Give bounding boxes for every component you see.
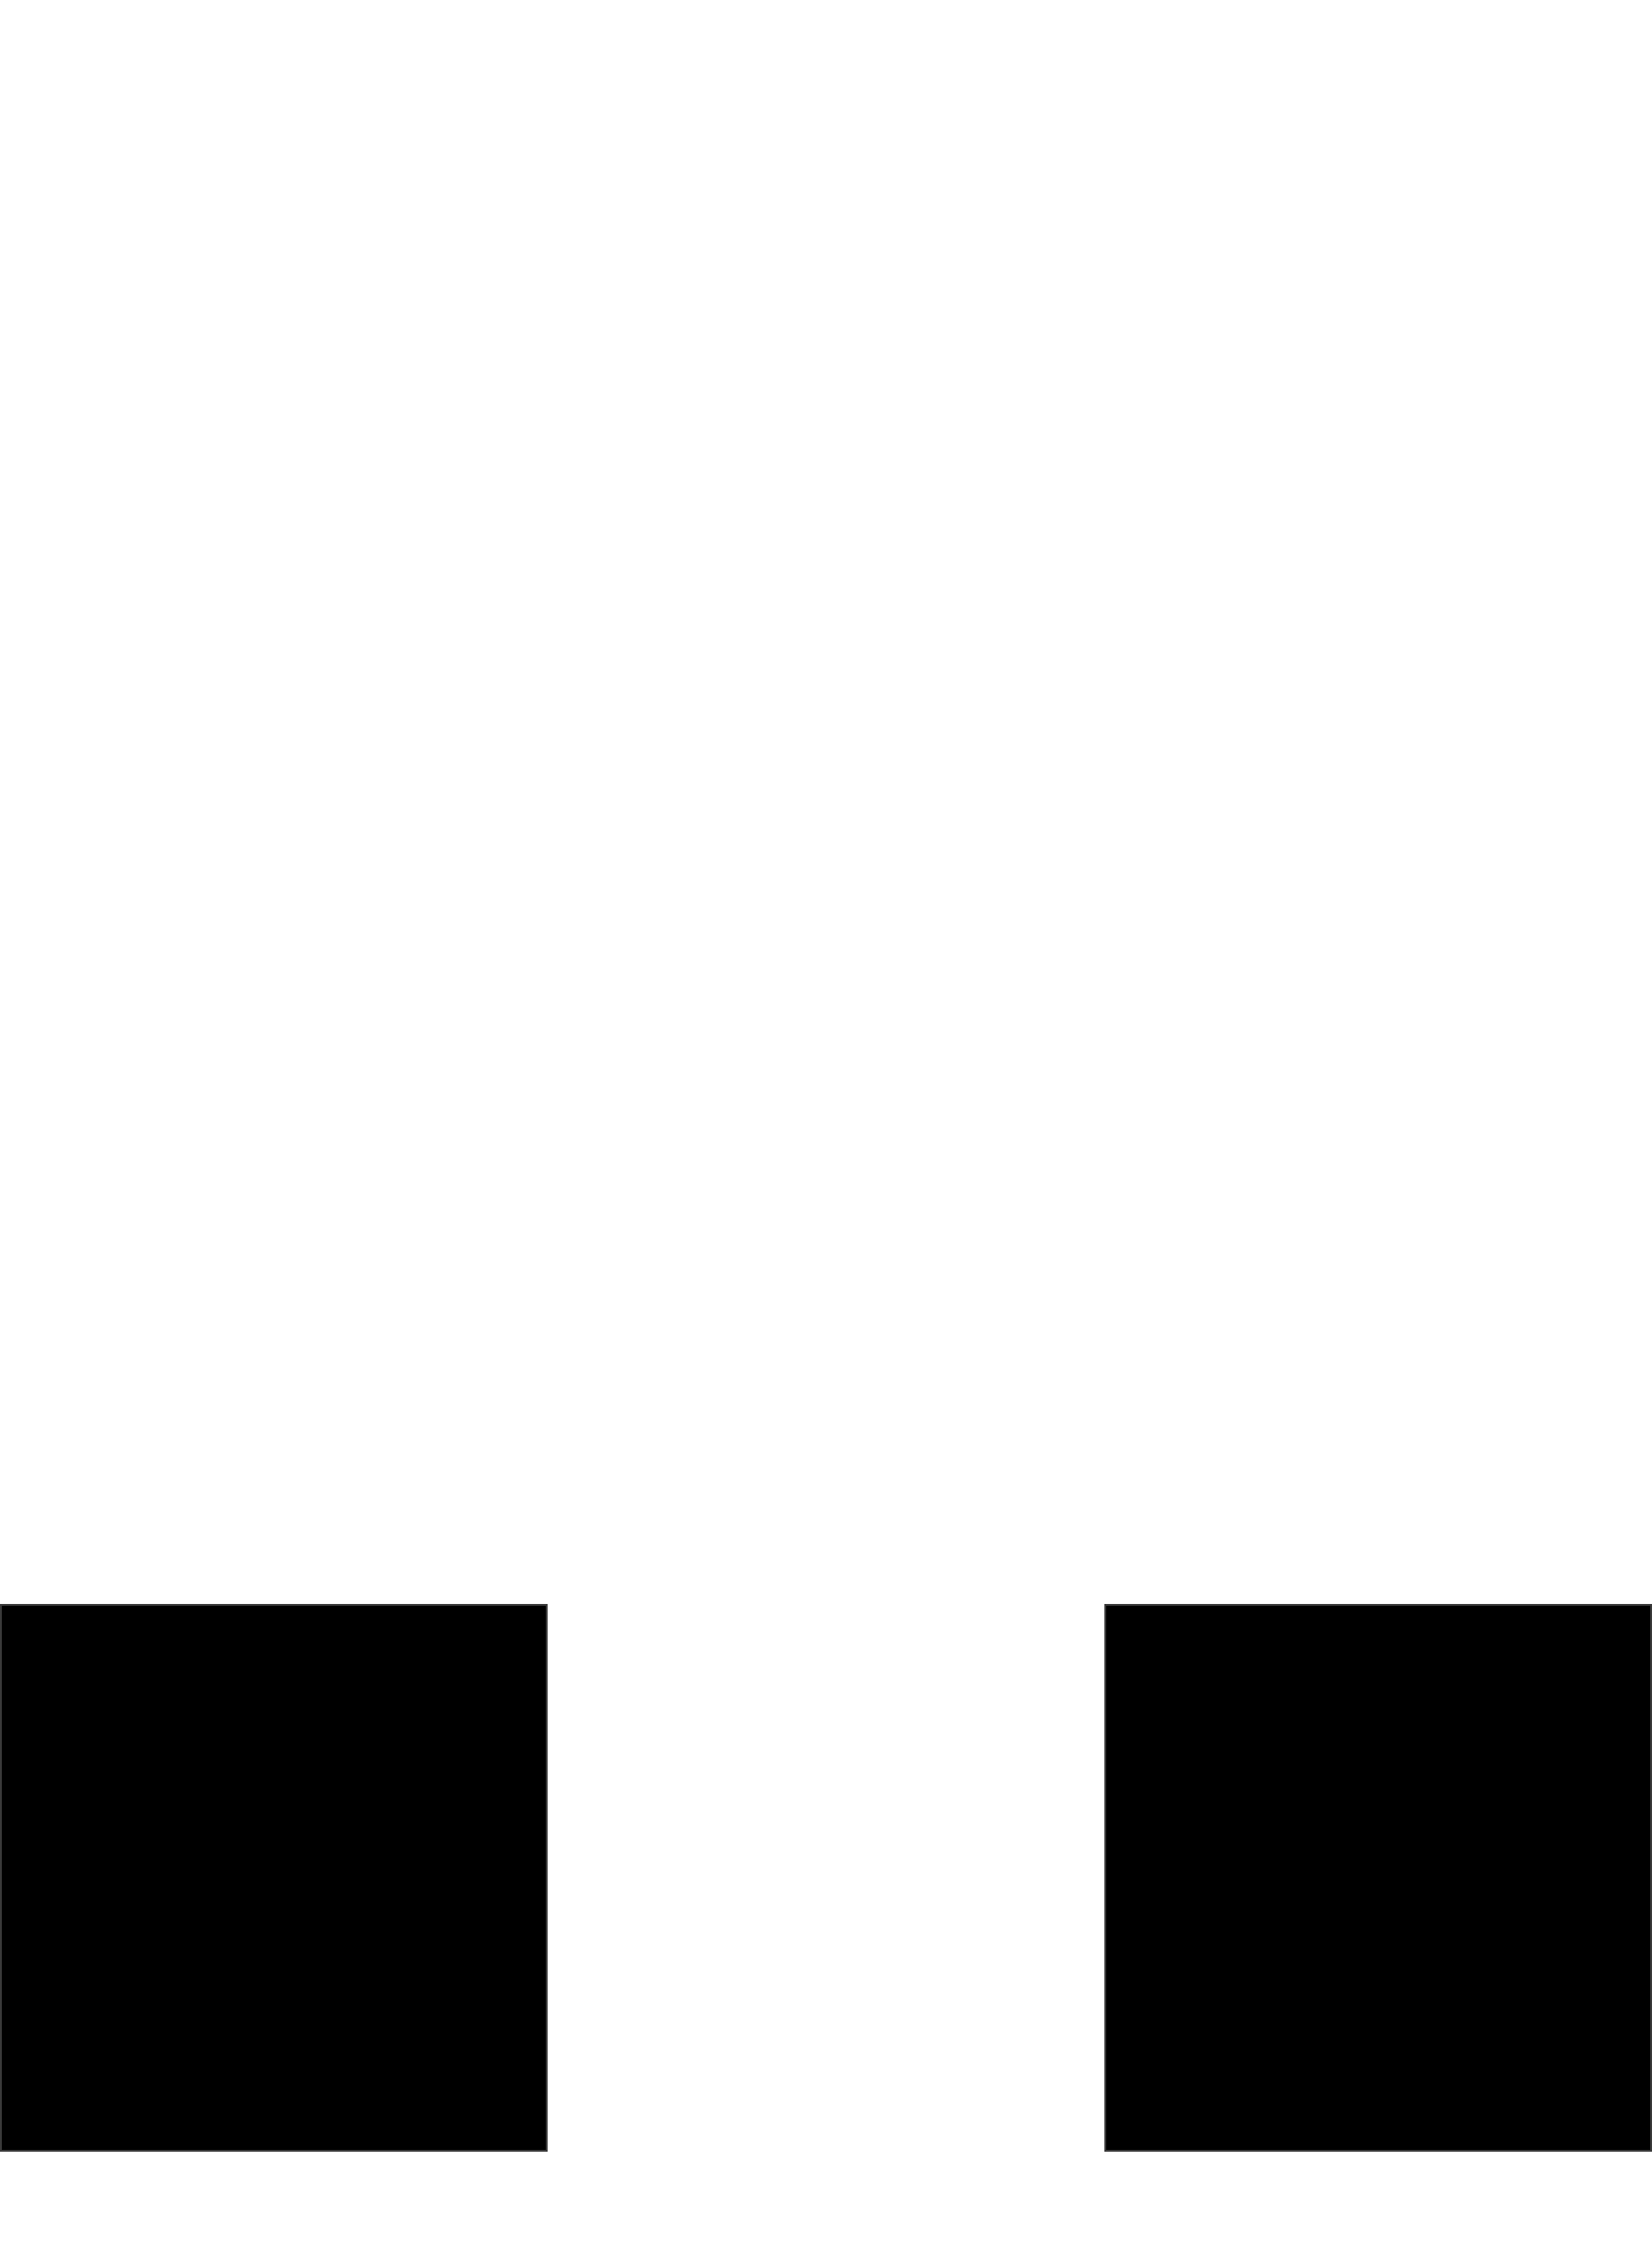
landscape-original [0, 1604, 548, 2152]
landscape-wave-filtered [1104, 1604, 1652, 2152]
